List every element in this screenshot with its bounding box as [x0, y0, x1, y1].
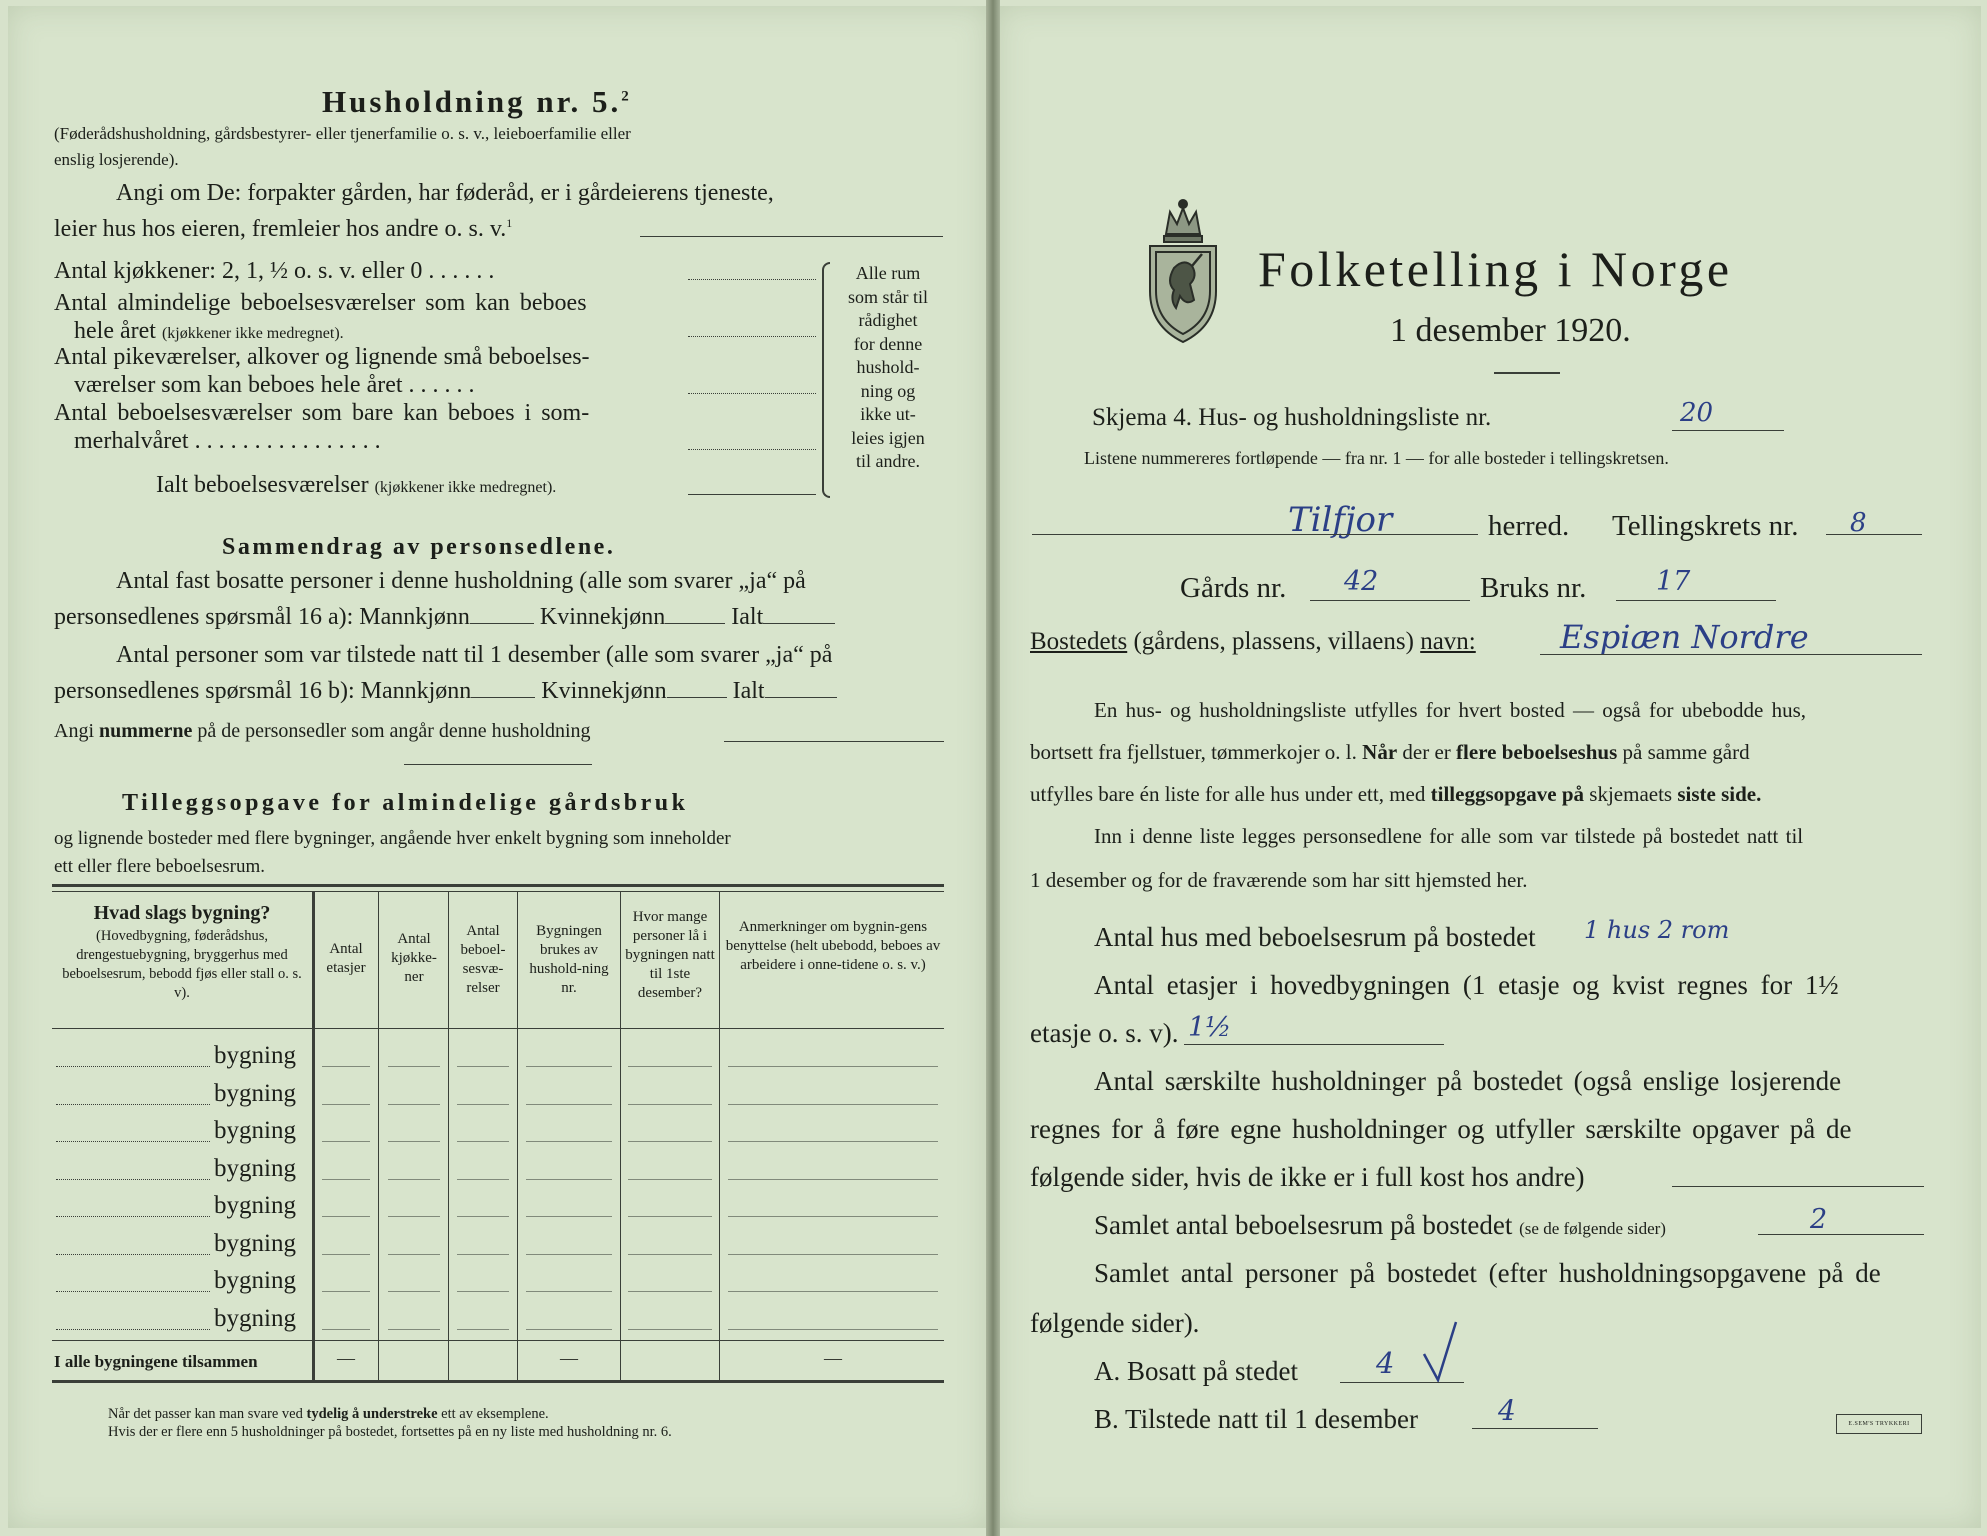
rooms-total — [156, 472, 556, 499]
building-cell[interactable] — [526, 1329, 612, 1330]
ins2-b: Når — [1362, 740, 1398, 764]
total-remarks-dash: — — [824, 1348, 842, 1368]
instructions-line1: En hus- og husholdningsliste utfylles for hvert bosted — også for ubebodde hus, — [1094, 698, 1806, 722]
table-vline — [719, 891, 720, 1380]
summary-p1-line1: Antal fast bosatte personer i denne husholdning (alle som svarer „ja“ på — [116, 568, 806, 594]
rooms-ordinary-year: hele året — [74, 318, 156, 344]
col-building-note: (Hovedbygning, føderådshus, drengestuebygning, bryggerhus med beboelsesrum, bebodd fjøs eller stall o. s. v). — [62, 928, 302, 1001]
tillegg-heading: Tilleggsopgave for almindelige gårdsbruk — [122, 790, 689, 816]
building-row-label: bygning — [214, 1155, 296, 1182]
building-cell[interactable] — [388, 1179, 440, 1180]
rooms-small-answer — [688, 393, 816, 394]
rooms-side-note — [836, 262, 940, 474]
footnote-c: ett av eksemplene. — [437, 1406, 549, 1422]
building-cell[interactable] — [628, 1066, 712, 1067]
building-cell[interactable] — [322, 1141, 370, 1142]
table-vline — [517, 891, 518, 1380]
summary-p1-female-label: Kvinnekjønn — [539, 604, 666, 630]
rooms-kitchens: Antal kjøkkener: 2, 1, ½ o. s. v. eller 0 . . . . . . — [54, 258, 495, 284]
instructions-line2 — [1030, 740, 1750, 765]
building-cell[interactable] — [628, 1216, 712, 1217]
building-row-label: bygning — [214, 1080, 296, 1107]
numbering-note: Listene nummereres fortløpende — fra nr. 1 — for alle bosteder i tellingskretsen. — [1084, 448, 1669, 468]
household-title-footnote-ref: 2 — [621, 88, 632, 105]
side-note-line: ikke ut- — [860, 404, 916, 424]
rooms-ordinary-answer — [688, 336, 816, 337]
building-row-label: bygning — [214, 1042, 296, 1069]
summary-numbers-line — [54, 720, 591, 743]
census-title: Folketelling i Norge — [1258, 241, 1733, 297]
building-cell[interactable] — [526, 1216, 612, 1217]
side-note-line: som står til — [848, 286, 928, 307]
census-date: 1 desember 1920. — [1390, 312, 1631, 349]
bosted-answer-line — [1540, 654, 1922, 655]
table-bottom-rule — [52, 1380, 944, 1383]
building-row-label: bygning — [214, 1267, 296, 1294]
summary-p1-total-label: Ialt — [731, 604, 764, 630]
building-type-answer[interactable] — [56, 1104, 210, 1105]
building-cell[interactable] — [388, 1329, 440, 1330]
building-cell[interactable] — [628, 1141, 712, 1142]
summary-numbers-b: nummerne — [99, 720, 193, 742]
building-cell[interactable] — [457, 1329, 509, 1330]
building-cell[interactable] — [457, 1216, 509, 1217]
bruks-value: 17 — [1656, 566, 1691, 597]
building-cell[interactable] — [322, 1104, 370, 1105]
summary-heading: Sammendrag av personsedlene. — [222, 534, 616, 560]
building-cell[interactable] — [628, 1291, 712, 1292]
rooms-summer-line1: Antal beboelsesværelser som bare kan beboes i som- — [54, 400, 590, 426]
angi-footnote-ref: 1 — [506, 216, 513, 230]
building-cell[interactable] — [628, 1179, 712, 1180]
building-cell[interactable] — [728, 1329, 938, 1330]
table-vline — [378, 891, 379, 1380]
ins2-c: der er — [1397, 740, 1457, 764]
table-col-building — [56, 902, 308, 1003]
herred-value: Tilfjor — [1288, 500, 1393, 540]
table-vline — [312, 891, 315, 1380]
ins2-d: flere beboelseshus — [1456, 740, 1618, 764]
rooms-summer-line2: merhalvåret . . . . . . . . . . . . . . . . — [74, 428, 381, 454]
ins2-a: bortsett fra fjellstuer, tømmerkojer o. l. — [1030, 740, 1363, 764]
tilstede-label: B. Tilstede natt til 1 desember — [1094, 1404, 1418, 1434]
building-cell[interactable] — [322, 1329, 370, 1330]
rooms-total-note: (kjøkkener ikke medregnet). — [374, 479, 557, 496]
building-cell[interactable] — [728, 1104, 938, 1105]
building-cell[interactable] — [388, 1066, 440, 1067]
instructions-line3 — [1030, 782, 1761, 807]
instructions-line4: Inn i denne liste legges personsedlene for alle som var tilstede på bostedet natt til — [1094, 824, 1804, 848]
building-cell[interactable] — [457, 1254, 509, 1255]
building-cell[interactable] — [526, 1254, 612, 1255]
angi-line2-text: leier hus hos eieren, fremleier hos andre o. s. v. — [54, 216, 507, 242]
skjema-answer-line — [1672, 430, 1784, 431]
building-row-label: bygning — [214, 1230, 296, 1257]
building-type-answer[interactable] — [56, 1254, 210, 1255]
gards-answer-line — [1310, 600, 1470, 601]
rum-label: Samlet antal beboelsesrum på bostedet — [1094, 1210, 1513, 1240]
rooms-ordinary-line2 — [74, 318, 344, 345]
rooms-ordinary-line1: Antal almindelige beboelsesværelser som kan beboes — [54, 290, 587, 316]
rooms-small-line1: Antal pikeværelser, alkover og lignende små beboelses- — [54, 344, 590, 370]
ins3-c: skjemaets — [1584, 782, 1678, 806]
building-cell[interactable] — [628, 1329, 712, 1330]
table-header-rule — [52, 1028, 944, 1029]
building-cell[interactable] — [526, 1141, 612, 1142]
side-note-line: ning og — [860, 380, 916, 401]
building-row-label: bygning — [214, 1305, 296, 1332]
building-cell[interactable] — [457, 1291, 509, 1292]
checkmark-icon — [1420, 1318, 1460, 1384]
krets-value: 8 — [1850, 508, 1867, 538]
rooms-ordinary-note: (kjøkkener ikke medregnet). — [161, 325, 344, 342]
tilstede-value: 4 — [1498, 1394, 1516, 1427]
ins3-b: tilleggsopgave på — [1430, 782, 1585, 806]
building-cell[interactable] — [388, 1216, 440, 1217]
husholdninger-answer-line — [1672, 1186, 1924, 1187]
household-title-text: Husholdning nr. 5. — [322, 84, 622, 119]
rooms-kitchens-answer — [688, 279, 816, 280]
summary-p1-male-label: personsedlenes spørsmål 16 a): Mannkjønn — [54, 604, 470, 630]
etasjer-answer-line — [1184, 1044, 1444, 1045]
etasjer-line2: etasje o. s. v). — [1030, 1018, 1179, 1048]
building-type-answer[interactable] — [56, 1291, 210, 1292]
building-cell[interactable] — [388, 1254, 440, 1255]
building-cell[interactable] — [457, 1104, 509, 1105]
tillegg-line1: og lignende bosteder med flere bygninger, angående hver enkelt bygning som inneholder — [54, 828, 731, 849]
building-row-label: bygning — [214, 1117, 296, 1144]
building-type-answer[interactable] — [56, 1141, 210, 1142]
table-col-kitchens: Antal kjøkke-ner — [391, 931, 437, 985]
summary-p2-line1: Antal personer som var tilstede natt til 1 desember (alle som svarer „ja“ på — [116, 642, 833, 668]
printer-stamp: E.SEM'S TRYKKERI — [1836, 1414, 1922, 1434]
building-cell[interactable] — [628, 1104, 712, 1105]
rooms-small-line2: værelser som kan beboes hele året . . . . . . — [74, 372, 475, 398]
table-col-remarks: Anmerkninger om bygnin-gens benyttelse (helt ubebodd, beboes av arbeidere i onne-tidene o. s. v.) — [725, 919, 941, 973]
summary-numbers-answer — [724, 741, 944, 742]
page-fold — [986, 0, 1000, 1536]
side-note-line: for denne — [853, 333, 923, 354]
herred-label: herred. — [1488, 510, 1570, 542]
table-vline — [620, 891, 621, 1380]
building-cell[interactable] — [728, 1216, 938, 1217]
household-subtitle-line2: enslig losjerende). — [54, 150, 179, 169]
summary-p2-female-label: Kvinnekjønn — [541, 678, 667, 704]
building-cell[interactable] — [322, 1179, 370, 1180]
rum-value: 2 — [1810, 1204, 1828, 1235]
summary-numbers-a: Angi — [54, 720, 99, 742]
footnote-line2: Hvis der er flere enn 5 husholdninger på bostedet, fortsettes på en ny liste med husholdning nr. 6. — [108, 1424, 672, 1440]
instructions-line5: 1 desember og for de fraværende som har sitt hjemsted her. — [1030, 868, 1528, 892]
footnote-line1 — [108, 1406, 549, 1423]
rum-answer-line — [1758, 1234, 1924, 1235]
table-top-rule — [52, 884, 944, 887]
building-cell[interactable] — [728, 1254, 938, 1255]
building-cell[interactable] — [457, 1066, 509, 1067]
bosatt-answer-line — [1340, 1382, 1464, 1383]
side-note-line: Alle rum — [855, 263, 921, 283]
angi-line2 — [54, 216, 512, 243]
footnote-b: tydelig å understreke — [306, 1406, 438, 1422]
table-vline — [448, 891, 449, 1380]
rooms-brace — [822, 262, 830, 498]
krets-answer-line — [1826, 534, 1922, 535]
building-cell[interactable] — [322, 1066, 370, 1067]
angi-line1: Angi om De: forpakter gården, har føderåd, er i gårdeierens tjeneste, — [116, 180, 774, 206]
summary-p1-line2 — [54, 604, 835, 631]
tilstede-answer-line — [1472, 1428, 1598, 1429]
building-type-answer[interactable] — [56, 1179, 210, 1180]
building-cell[interactable] — [526, 1104, 612, 1105]
summary-p2-male-label: personsedlenes spørsmål 16 b): Mannkjønn — [54, 678, 472, 704]
table-col-rooms: Antal beboel-sesvæ-relser — [460, 923, 506, 996]
building-cell[interactable] — [728, 1179, 938, 1180]
gards-label: Gårds nr. — [1180, 572, 1287, 604]
side-note-line: rådighet — [858, 310, 918, 330]
etasjer-value: 1½ — [1188, 1012, 1232, 1043]
side-note-line: til andre. — [856, 451, 920, 471]
husholdninger-line3: følgende sider, hvis de ikke er i full kost hos andre) — [1030, 1162, 1585, 1192]
rooms-total-answer — [688, 494, 816, 495]
title-divider — [1494, 372, 1560, 374]
building-cell[interactable] — [728, 1066, 938, 1067]
building-row-label: bygning — [214, 1192, 296, 1219]
bosted-label-a: Bostedets — [1030, 628, 1128, 655]
table-total-rule — [52, 1340, 944, 1341]
household-subtitle-line1: (Føderådshusholdning, gårdsbestyrer- eller tjenerfamilie o. s. v., leieboerfamilie eller — [54, 124, 631, 143]
summary-p2-line2 — [54, 678, 837, 705]
tillegg-line2: ett eller flere beboelsesrum. — [54, 856, 266, 877]
personer-line1: Samlet antal personer på bostedet (efter husholdningsopgavene på de — [1094, 1258, 1881, 1288]
norway-coat-of-arms-icon — [1140, 196, 1226, 346]
rooms-total-label: Ialt beboelsesværelser — [156, 472, 369, 498]
building-cell[interactable] — [322, 1254, 370, 1255]
ins2-e: på samme gård — [1617, 740, 1750, 764]
table-col-floors: Antal etasjer — [326, 941, 366, 976]
table-col-household: Bygningen brukes av hushold-ning nr. — [529, 923, 609, 996]
skjema-label: Skjema 4. Hus- og husholdningsliste nr. — [1092, 404, 1492, 431]
building-cell[interactable] — [322, 1216, 370, 1217]
building-cell[interactable] — [728, 1141, 938, 1142]
husholdninger-line1: Antal særskilte husholdninger på bostedet (også enslige losjerende — [1094, 1066, 1842, 1096]
building-type-answer[interactable] — [56, 1066, 210, 1067]
bosatt-value: 4 — [1376, 1346, 1395, 1380]
bosted-label — [1030, 628, 1476, 656]
table-top-rule2 — [52, 891, 944, 892]
building-cell[interactable] — [526, 1179, 612, 1180]
rooms-summer-answer — [688, 449, 816, 450]
household-title — [322, 84, 632, 120]
building-cell[interactable] — [457, 1141, 509, 1142]
ins3-d: siste side. — [1677, 782, 1762, 806]
summary-divider — [404, 764, 592, 765]
krets-label: Tellingskrets nr. — [1612, 510, 1799, 542]
total-household-dash: — — [560, 1348, 578, 1368]
summary-p2-total-label: Ialt — [732, 678, 765, 704]
etasjer-line1: Antal etasjer i hovedbygningen (1 etasje og kvist regnes for 1½ — [1094, 970, 1839, 1000]
building-cell[interactable] — [322, 1291, 370, 1292]
total-floors-dash: — — [337, 1348, 355, 1368]
hus-value: 1 hus 2 rom — [1584, 916, 1730, 944]
bruks-label: Bruks nr. — [1480, 572, 1587, 604]
building-cell[interactable] — [526, 1291, 612, 1292]
building-cell[interactable] — [457, 1179, 509, 1180]
rum-line — [1094, 1210, 1666, 1241]
bosted-label-c: navn: — [1420, 628, 1476, 655]
angi-answer-line — [640, 236, 943, 237]
col-building-title: Hvad slags bygning? — [93, 902, 271, 924]
bosatt-label: A. Bosatt på stedet — [1094, 1356, 1298, 1386]
side-note-line: leies igjen — [851, 427, 925, 448]
personer-line2: følgende sider). — [1030, 1308, 1200, 1338]
herred-answer-line — [1032, 534, 1478, 535]
rum-note: (se de følgende sider) — [1519, 1219, 1666, 1238]
gards-value: 42 — [1344, 566, 1379, 597]
building-cell[interactable] — [388, 1141, 440, 1142]
footnote-a: Når det passer kan man svare ved — [108, 1406, 307, 1422]
bosted-label-b: (gårdens, plassens, villaens) — [1127, 628, 1421, 655]
building-cell[interactable] — [728, 1291, 938, 1292]
side-note-line: hushold- — [856, 357, 920, 377]
table-col-persons: Hvor mange personer lå i bygningen natt til 1ste desember? — [625, 909, 715, 1001]
husholdninger-line2: regnes for å føre egne husholdninger og utfyller særskilte opgaver på de — [1030, 1114, 1852, 1144]
building-cell[interactable] — [388, 1104, 440, 1105]
building-cell[interactable] — [628, 1254, 712, 1255]
summary-numbers-c: på de personsedler som angår denne husholdning — [192, 720, 591, 742]
bosted-value: Espiæn Nordre — [1560, 618, 1809, 656]
building-cell[interactable] — [388, 1291, 440, 1292]
building-type-answer[interactable] — [56, 1216, 210, 1217]
ins3-a: utfylles bare én liste for alle hus under ett, med — [1030, 782, 1431, 806]
building-cell[interactable] — [526, 1066, 612, 1067]
skjema-value: 20 — [1680, 398, 1714, 428]
building-type-answer[interactable] — [56, 1329, 210, 1330]
bruks-answer-line — [1616, 600, 1776, 601]
hus-label: Antal hus med beboelsesrum på bostedet — [1094, 922, 1536, 952]
table-total-label: I alle bygningene tilsammen — [54, 1352, 258, 1371]
